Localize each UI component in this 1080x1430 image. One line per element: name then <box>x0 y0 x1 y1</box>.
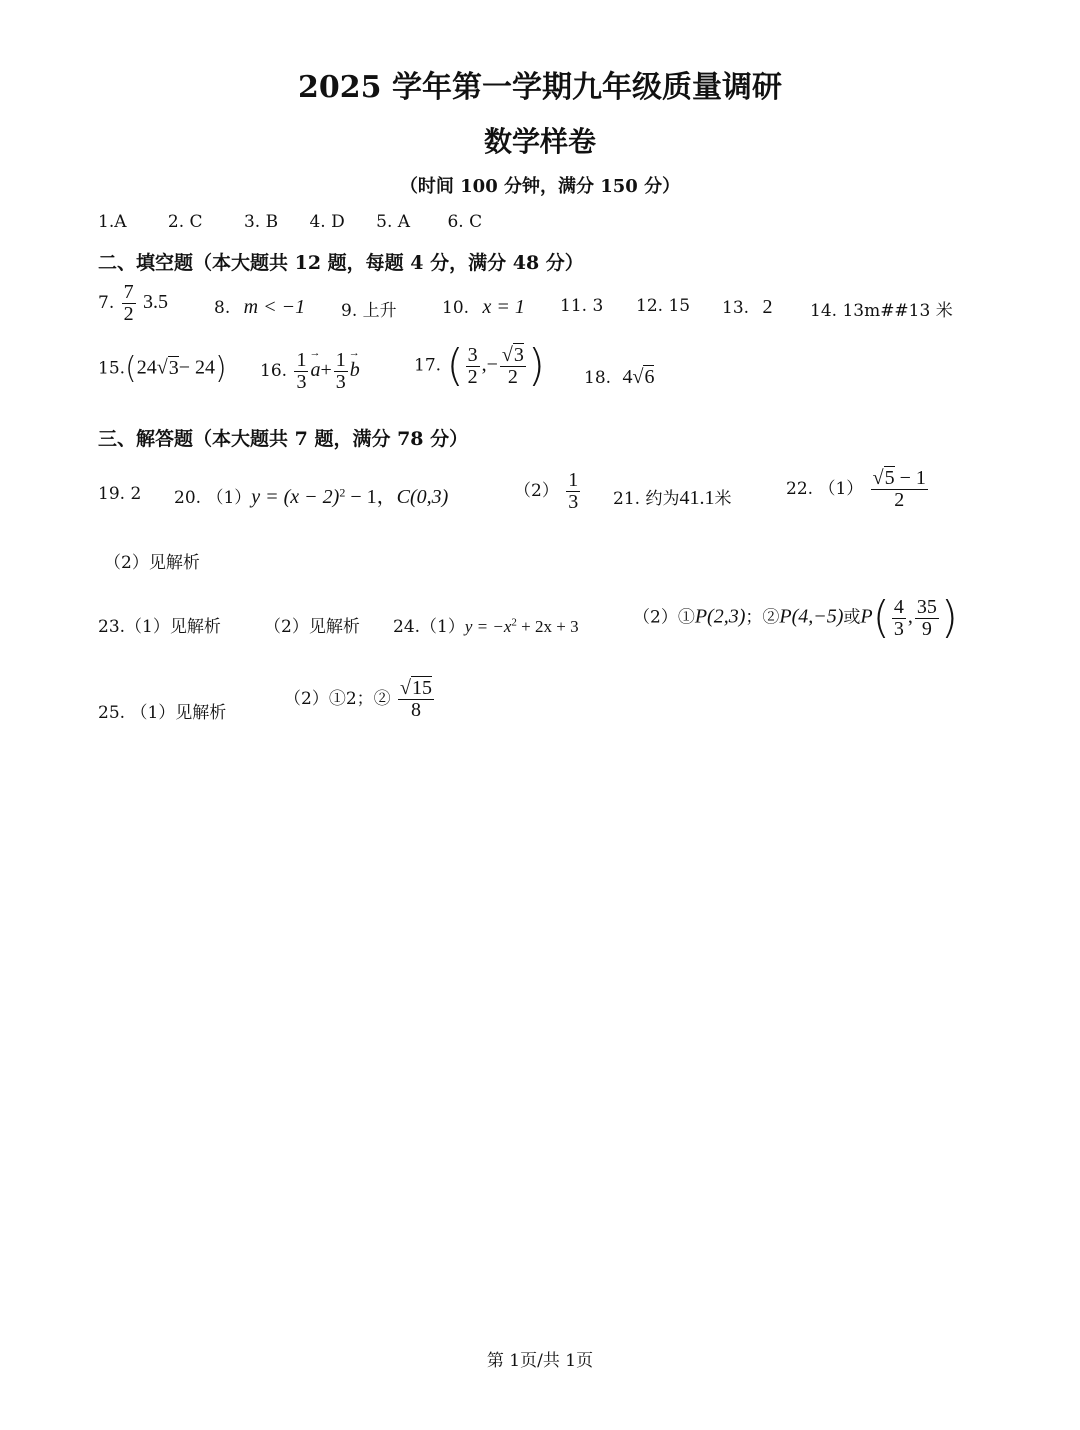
q7-label: 7. <box>98 293 115 313</box>
q24-mid: ；② <box>745 607 780 628</box>
time-info: （时间 100 分钟，满分 150 分） <box>399 176 681 197</box>
q18-label: 18. <box>584 368 612 388</box>
q16-den1: 3 <box>296 371 307 393</box>
q8-label: 8. <box>214 298 231 318</box>
q15-b: − 24 <box>178 356 216 379</box>
q17-den1: 2 <box>467 365 478 388</box>
q10 <box>442 296 525 319</box>
q17-fraction-1 <box>466 345 480 388</box>
q8-expr: m < −1 <box>243 296 306 318</box>
q25-part1: 25. （1）见解析 <box>98 703 227 723</box>
q20-label: 20. （1） <box>174 488 252 508</box>
q17-num1: 3 <box>467 343 478 366</box>
q23-part1: 23.（1）见解析 <box>98 617 221 637</box>
q20-point: C(0,3) <box>396 486 449 508</box>
q24-den2: 9 <box>921 617 932 640</box>
answer-1: 1.A <box>98 212 127 232</box>
q22 <box>786 468 930 511</box>
q24-part2: （2）①P(2,3)；②P(4,−5)或P( $\frac{4}{3}$ , $\frac{35}{9}$ ) <box>633 592 958 643</box>
q21-value: 41.1 <box>679 487 715 509</box>
q7-denominator: 2 <box>123 303 134 325</box>
q24-point-3: P <box>860 605 873 628</box>
q25-fraction: $\frac{√15}{8}$ <box>400 677 433 721</box>
q25-root: 15 <box>412 677 433 699</box>
q24-num1: 4 <box>893 595 904 618</box>
q23-part2: （2）见解析 <box>264 617 360 637</box>
q17-sep: ,− <box>481 353 498 376</box>
q24-exponent: 2 <box>511 616 517 629</box>
q20-expr-tail: − 1， <box>345 486 397 508</box>
q19: 19. 2 <box>98 484 142 504</box>
q25-part2-label: （2）①2；② <box>284 689 391 709</box>
q20-part2 <box>514 470 582 513</box>
q13-label: 13. <box>722 298 750 318</box>
q20 <box>174 480 448 509</box>
q18: 18. 4√6 <box>584 366 655 388</box>
q8 <box>214 296 305 319</box>
q21-label: 21. 约为 <box>613 489 680 509</box>
q20-exponent: 2 <box>339 485 346 500</box>
q10-label: 10. <box>442 298 470 318</box>
page-title: 2025 学年第一学期九年级质量调研 <box>298 70 782 105</box>
q22-part2: （2）见解析 <box>104 553 200 573</box>
q24-fraction-1 <box>892 597 906 640</box>
q22-fraction: $\frac{√5 - 1}{2}$ <box>872 467 926 511</box>
q17-fraction-2: $\frac{√3}{2}$ <box>501 343 524 388</box>
q16-fraction-2 <box>334 350 348 393</box>
q20-part2-label: （2） <box>514 481 559 501</box>
q10-expr: x = 1 <box>482 296 525 318</box>
q15: 15.(24√3− 24) <box>98 351 227 386</box>
q24 <box>393 612 579 637</box>
q18-coef: 4 <box>622 366 633 388</box>
answer-3: 3. B <box>243 212 279 232</box>
q24-point-1: P(2,3) <box>694 605 746 628</box>
q13 <box>722 296 772 319</box>
q24-num2: 35 <box>916 595 937 618</box>
q25-part2 <box>284 678 436 721</box>
q24-or: 或 <box>843 607 861 628</box>
q24-tail: + 2x + 3 <box>516 617 579 636</box>
q25-den: 8 <box>411 699 422 721</box>
q22-den: 2 <box>894 489 905 511</box>
q16-vector-b: → b <box>350 359 360 381</box>
q15-label: 15. <box>98 358 126 379</box>
q12: 12. 15 <box>636 296 691 316</box>
q7-extra: 3.5 <box>143 291 169 313</box>
q24-expr: y = −x <box>464 617 512 636</box>
q22-tail: − 1 <box>894 467 926 489</box>
q7-fraction <box>122 282 136 325</box>
q20-num: 1 <box>568 469 579 491</box>
q17-den2: 2 <box>507 365 518 388</box>
q24-den1: 3 <box>893 617 904 640</box>
section3-heading: 三、解答题（本大题共 7 题，满分 78 分） <box>98 428 469 450</box>
section2-heading: 二、填空题（本大题共 12 题，每题 4 分，满分 48 分） <box>98 252 584 274</box>
q24-fraction-2 <box>915 597 939 640</box>
q16 <box>260 350 360 393</box>
q7-numerator: 7 <box>123 281 134 303</box>
q20-fraction <box>566 470 580 513</box>
q13-value: 2 <box>762 296 773 318</box>
answer-6: 6. C <box>447 212 483 232</box>
q7 <box>98 282 168 325</box>
q16-num2: 1 <box>335 349 346 371</box>
page-subtitle: 数学样卷 <box>483 125 596 158</box>
q16-vector-a: → a <box>310 359 320 381</box>
q21 <box>613 484 731 510</box>
q16-num1: 1 <box>296 349 307 371</box>
q16-fraction-1 <box>294 350 308 393</box>
q21-unit: 米 <box>714 489 732 509</box>
q22-label: 22. （1） <box>786 479 864 499</box>
answer-5: 5. A <box>376 212 411 232</box>
q16-label: 16. <box>260 361 288 381</box>
q15-a: 24 <box>136 356 157 379</box>
q18-root: 6 <box>644 366 655 388</box>
q15-root: 3 <box>168 356 179 379</box>
q17-label: 17. <box>414 355 442 376</box>
q14: 14. 13m##13 米 <box>810 301 953 321</box>
q24-label: 24.（1） <box>393 617 465 637</box>
q22-root: 5 <box>884 467 895 489</box>
q20-expr: y = (x − 2) <box>251 486 340 508</box>
page-footer: 第 1页/共 1页 <box>486 1351 594 1371</box>
q24-part2-label: （2）① <box>633 607 695 628</box>
q9: 9. 上升 <box>341 301 397 321</box>
q16-plus: + <box>320 359 332 381</box>
answer-2: 2. C <box>167 212 203 232</box>
mc-answers <box>98 212 482 232</box>
q24-point-2: P(4,−5) <box>779 605 844 628</box>
q17: 17. ( $\frac{3}{2}$ ,− $\frac{√3}{2}$ ) <box>414 340 546 391</box>
q11: 11. 3 <box>560 296 604 316</box>
q20-den: 3 <box>568 491 579 513</box>
q16-den2: 3 <box>335 371 346 393</box>
answer-4: 4. D <box>309 212 345 232</box>
q17-root: 3 <box>513 343 524 366</box>
